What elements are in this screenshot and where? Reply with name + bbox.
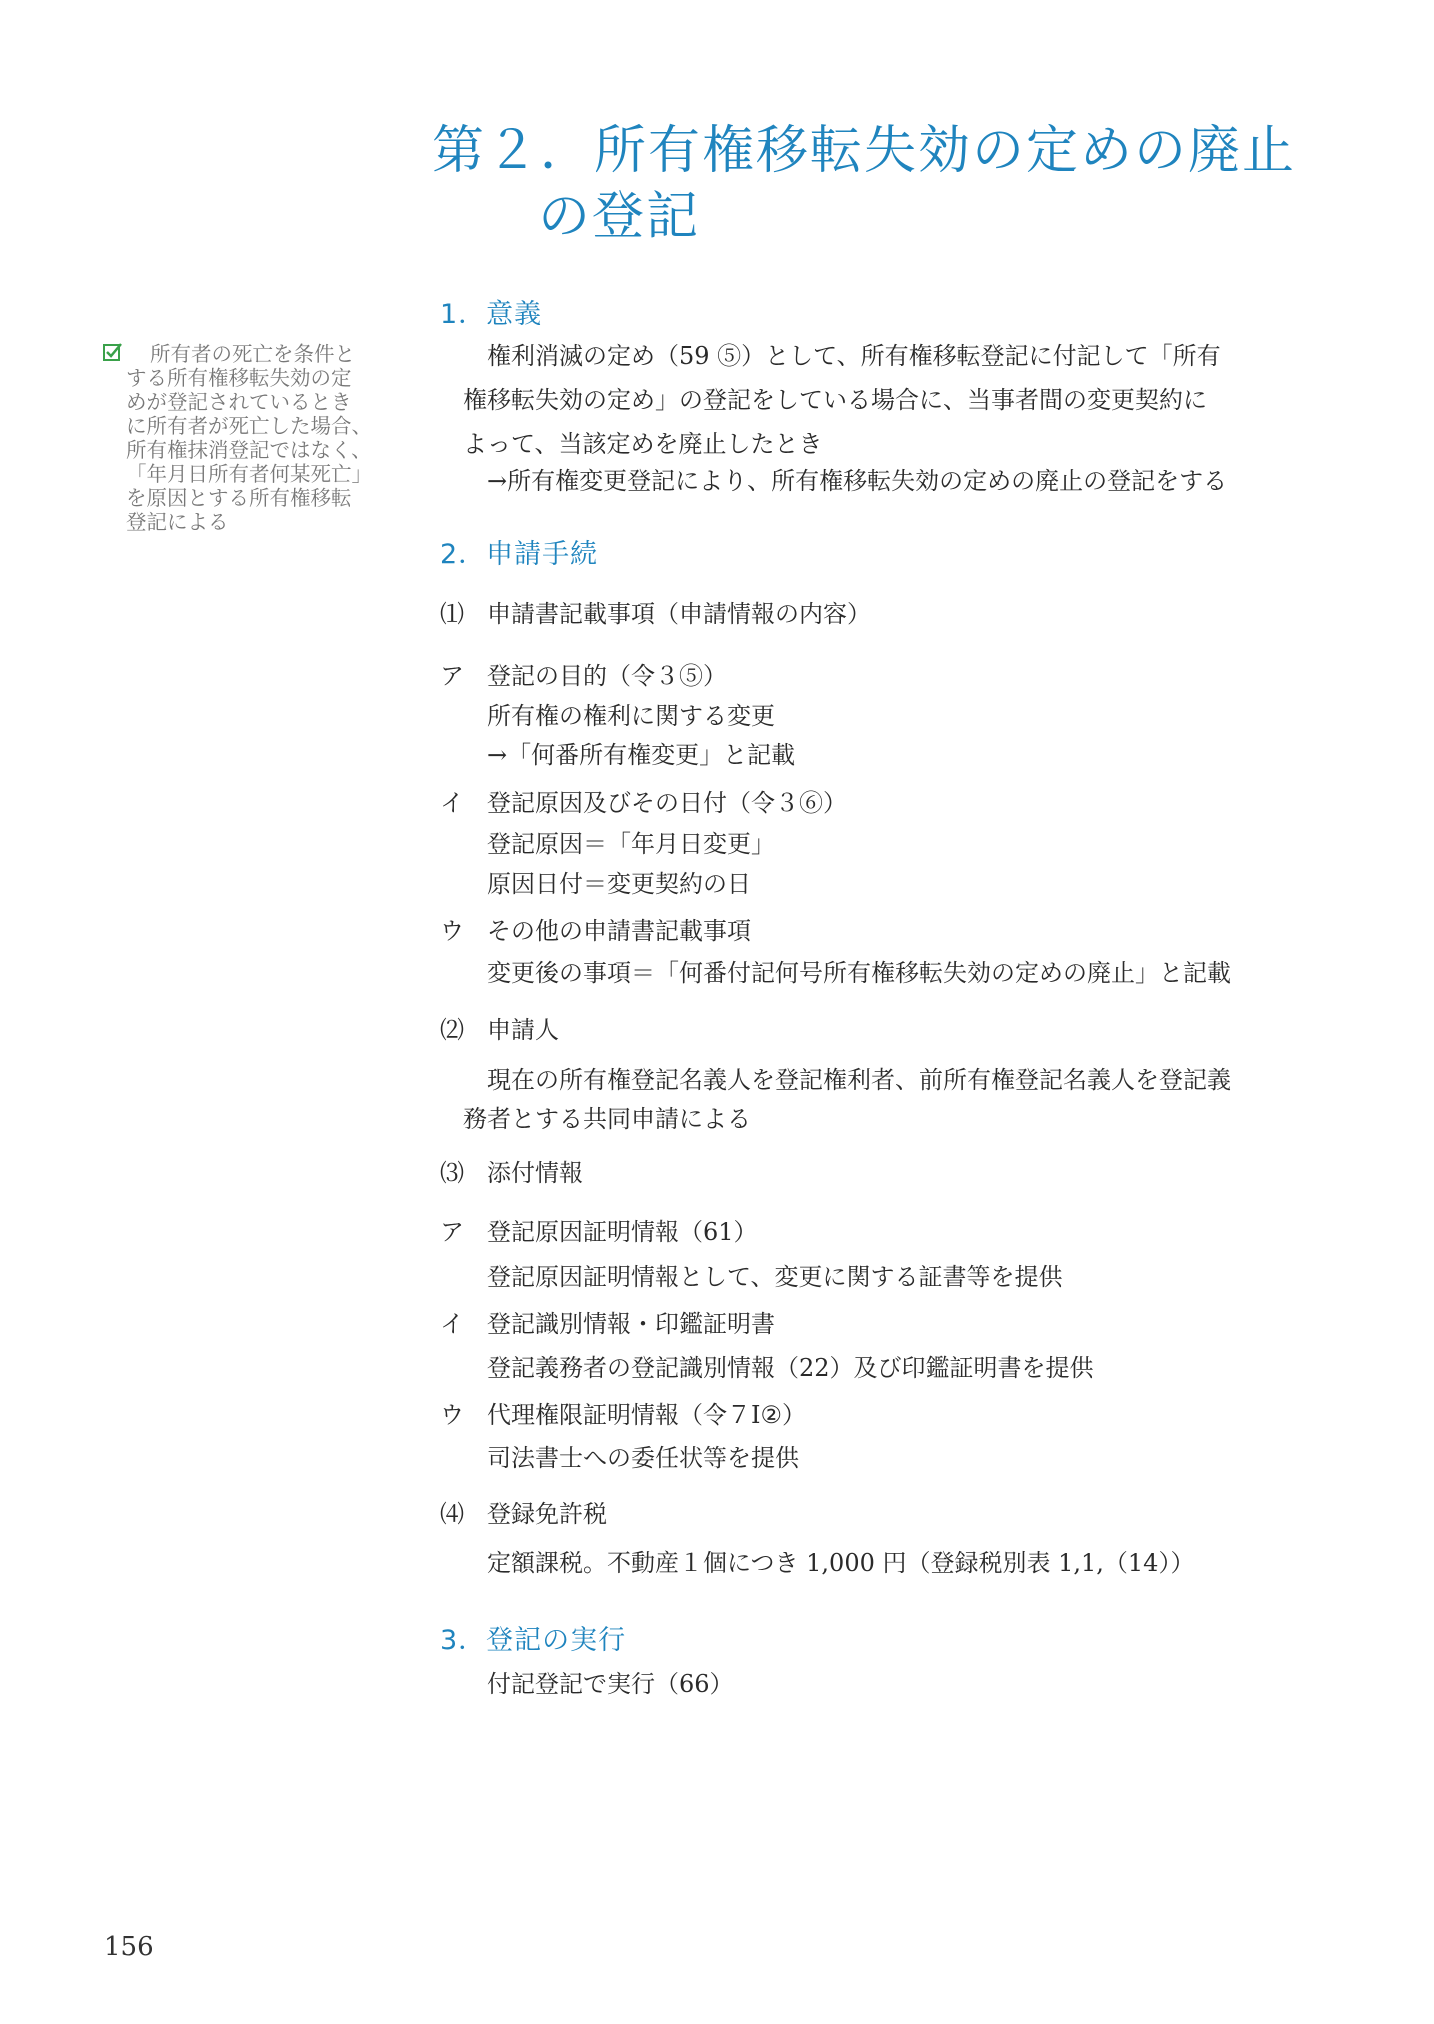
item-title: 添付情報 (487, 1159, 583, 1187)
body-line: 現在の所有権登記名義人を登記権利者、前所有権登記名義人を登記義 (487, 1066, 1231, 1094)
subitem-marker: イ (440, 789, 464, 817)
sidebar-note-line: 登記による (126, 510, 229, 534)
page-number: 156 (104, 1932, 154, 1962)
subitem-title: 登記原因及びその日付（令３⑥） (487, 789, 847, 817)
section-heading-2: 2．申請手続 (440, 539, 599, 570)
sidebar-note-line: めが登記されているとき (126, 390, 352, 414)
subitem-marker: ウ (440, 917, 464, 945)
section-heading-1: 1．意義 (440, 299, 543, 330)
subitem-title: 代理権限証明情報（令７Ⅰ②） (487, 1401, 806, 1429)
title-line-1: 第２．所有権移転失効の定めの廃止 (432, 121, 1297, 181)
sidebar-note-line: 「年月日所有者何某死亡」 (126, 462, 372, 486)
item-number: ⑵ (440, 1016, 464, 1044)
body-line: よって、当該定めを廃止したとき (463, 430, 823, 458)
sidebar-note-line: 所有者の死亡を条件と (150, 342, 355, 366)
subitem-title: その他の申請書記載事項 (487, 917, 751, 945)
body-line: 登記原因証明情報として、変更に関する証書等を提供 (487, 1263, 1063, 1291)
body-line: 権移転失効の定め」の登記をしている場合に、当事者間の変更契約に (463, 386, 1207, 414)
item-number: ⑴ (440, 600, 464, 628)
body-line: 原因日付＝変更契約の日 (487, 870, 751, 898)
subitem-marker: ア (440, 1218, 464, 1246)
body-line: 所有権の権利に関する変更 (487, 702, 775, 730)
sidebar-note (126, 342, 396, 534)
sidebar-note-line: を原因とする所有権移転 (126, 486, 352, 510)
body-line: →所有権変更登記により、所有権移転失効の定めの廃止の登記をする (487, 467, 1228, 495)
body-line: 登記原因＝「年月日変更」 (487, 830, 775, 858)
body-line: 付記登記で実行（66） (487, 1670, 734, 1698)
title-line-2: の登記 (538, 187, 701, 247)
subitem-marker: ウ (440, 1401, 464, 1429)
item-title: 申請書記載事項（申請情報の内容） (487, 600, 871, 628)
subitem-title: 登記識別情報・印鑑証明書 (487, 1310, 775, 1338)
body-line: 変更後の事項＝「何番付記何号所有権移転失効の定めの廃止」と記載 (487, 959, 1231, 987)
body-line: 権利消滅の定め（59 ⑤）として、所有権移転登記に付記して「所有 (487, 342, 1221, 370)
item-title: 申請人 (487, 1016, 559, 1044)
checkbox-checked-icon (103, 342, 123, 362)
subitem-marker: イ (440, 1310, 464, 1338)
page-title (432, 118, 1332, 250)
sidebar-note-line: 所有権抹消登記ではなく、 (126, 438, 372, 462)
item-title: 登録免許税 (487, 1500, 607, 1528)
body-line: 務者とする共同申請による (463, 1105, 751, 1133)
item-number: ⑶ (440, 1159, 464, 1187)
body-line: 定額課税。不動産１個につき 1,000 円（登録税別表 1,1,（14）） (487, 1549, 1195, 1577)
sidebar-note-line: する所有権移転失効の定 (126, 366, 352, 390)
sidebar-note-line: に所有者が死亡した場合、 (126, 414, 372, 438)
section-heading-3: 3．登記の実行 (440, 1625, 627, 1656)
body-line: 登記義務者の登記識別情報（22）及び印鑑証明書を提供 (487, 1354, 1094, 1382)
item-number: ⑷ (440, 1500, 464, 1528)
subitem-marker: ア (440, 662, 464, 690)
body-line: 司法書士への委任状等を提供 (487, 1444, 799, 1472)
subitem-title: 登記の目的（令３⑤） (487, 662, 727, 690)
subitem-title: 登記原因証明情報（61） (487, 1218, 758, 1246)
body-line: →「何番所有権変更」と記載 (487, 741, 796, 769)
